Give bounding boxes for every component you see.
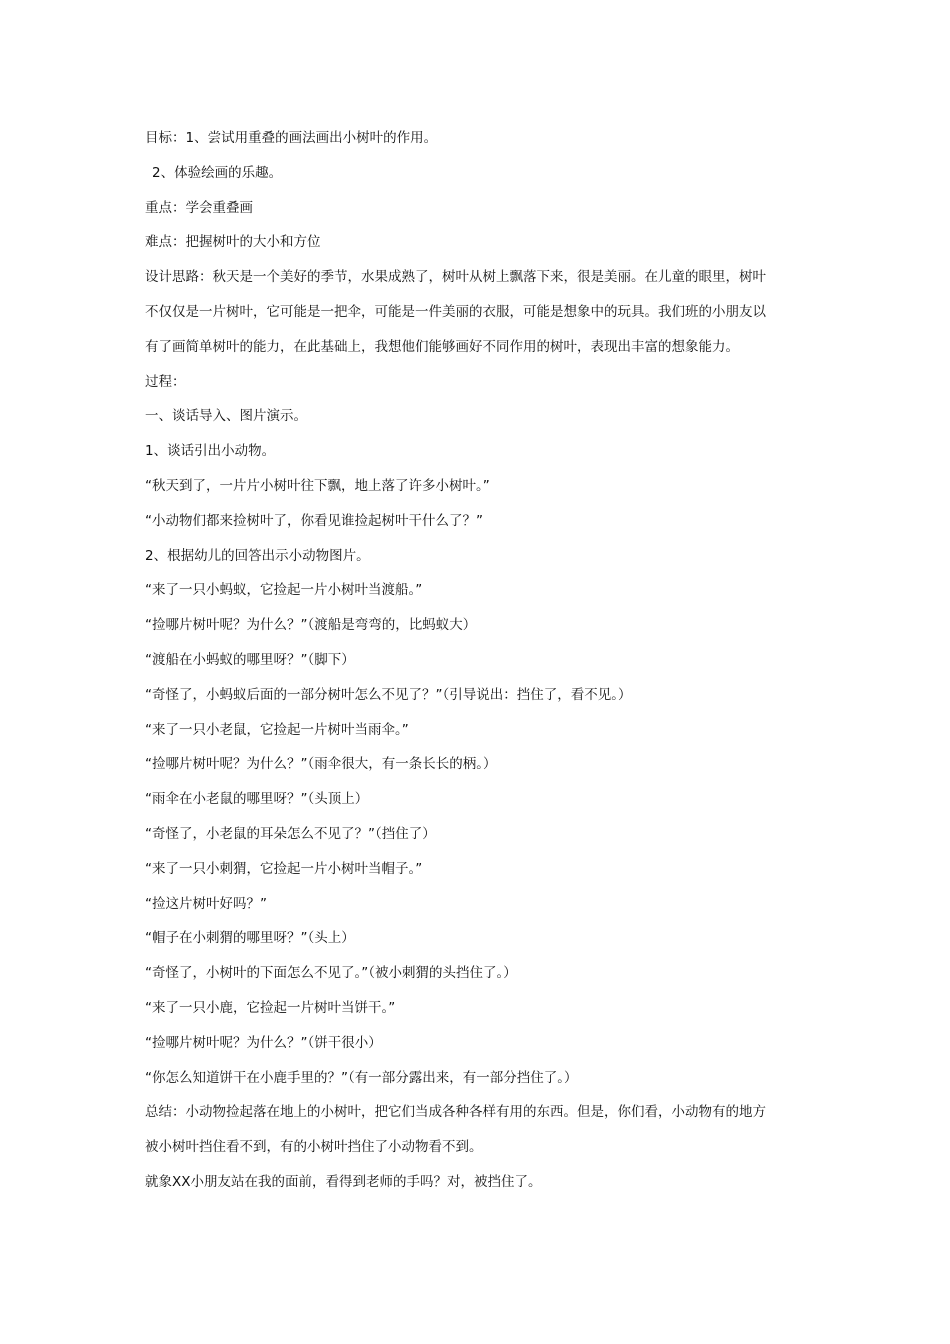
dialogue-line: “奇怪了，小老鼠的耳朵怎么不见了？”（挡住了） <box>145 825 436 842</box>
document-body <box>145 121 810 1200</box>
difficulty-line: 难点：把握树叶的大小和方位 <box>145 234 321 251</box>
dialogue-line: “帽子在小刺猬的哪里呀？”（头上） <box>145 930 355 947</box>
dialogue-line: “捡哪片树叶呢？为什么？”（渡船是弯弯的，比蚂蚁大） <box>145 617 477 634</box>
dialogue-line: “捡哪片树叶呢？为什么？”（雨伞很大，有一条长长的柄。） <box>145 756 497 773</box>
dialogue-line: “秋天到了，一片片小树叶往下飘，地上落了许多小树叶。” <box>145 477 490 494</box>
dialogue-line: “捡哪片树叶呢？为什么？”（饼干很小） <box>145 1034 382 1051</box>
dialogue-line: “奇怪了，小蚂蚁后面的一部分树叶怎么不见了？”（引导说出：挡住了，看不见。） <box>145 686 632 703</box>
design-idea-line: 有了画简单树叶的能力，在此基础上，我想他们能够画好不同作用的树叶，表现出丰富的想象能力。 <box>145 338 739 355</box>
dialogue-line: “小动物们都来捡树叶了，你看见谁捡起树叶干什么了？” <box>145 512 483 529</box>
dialogue-line: “来了一只小老鼠，它捡起一片树叶当雨伞。” <box>145 721 409 738</box>
dialogue-line: “渡船在小蚂蚁的哪里呀？”（脚下） <box>145 651 355 668</box>
goal-line-2: 2、体验绘画的乐趣。 <box>152 164 283 181</box>
dialogue-line: “雨伞在小老鼠的哪里呀？”（头顶上） <box>145 791 369 808</box>
dialogue-line: “你怎么知道饼干在小鹿手里的？”（有一部分露出来，有一部分挡住了。） <box>145 1069 578 1086</box>
key-point-line: 重点：学会重叠画 <box>145 199 253 216</box>
dialogue-line: “捡这片树叶好吗？” <box>145 895 267 912</box>
design-idea-line: 不仅仅是一片树叶，它可能是一把伞，可能是一件美丽的衣服，可能是想象中的玩具。我们班的小朋友以 <box>145 303 766 320</box>
summary-line: 就象XX小朋友站在我的面前，看得到老师的手吗？对，被挡住了。 <box>145 1173 542 1190</box>
dialogue-line: “奇怪了，小树叶的下面怎么不见了。”（被小刺猬的头挡住了。） <box>145 965 517 982</box>
summary-line: 总结：小动物捡起落在地上的小树叶，把它们当成各种各样有用的东西。但是，你们看，小动物有的地方 <box>145 1104 766 1121</box>
process-heading: 过程： <box>145 373 186 390</box>
dialogue-line: “来了一只小鹿，它捡起一片树叶当饼干。” <box>145 999 396 1016</box>
step-heading: 1、谈话引出小动物。 <box>145 443 276 460</box>
section-heading: 一、谈话导入、图片演示。 <box>145 408 307 425</box>
dialogue-line: “来了一只小刺猬，它捡起一片小树叶当帽子。” <box>145 860 423 877</box>
summary-line: 被小树叶挡住看不到，有的小树叶挡住了小动物看不到。 <box>145 1139 483 1156</box>
step-heading: 2、根据幼儿的回答出示小动物图片。 <box>145 547 370 564</box>
dialogue-line: “来了一只小蚂蚁，它捡起一片小树叶当渡船。” <box>145 582 423 599</box>
design-idea-line: 设计思路：秋天是一个美好的季节，水果成熟了，树叶从树上飘落下来，很是美丽。在儿童的眼里，树叶 <box>145 269 766 286</box>
goal-line: 目标：1、尝试用重叠的画法画出小树叶的作用。 <box>145 130 438 146</box>
